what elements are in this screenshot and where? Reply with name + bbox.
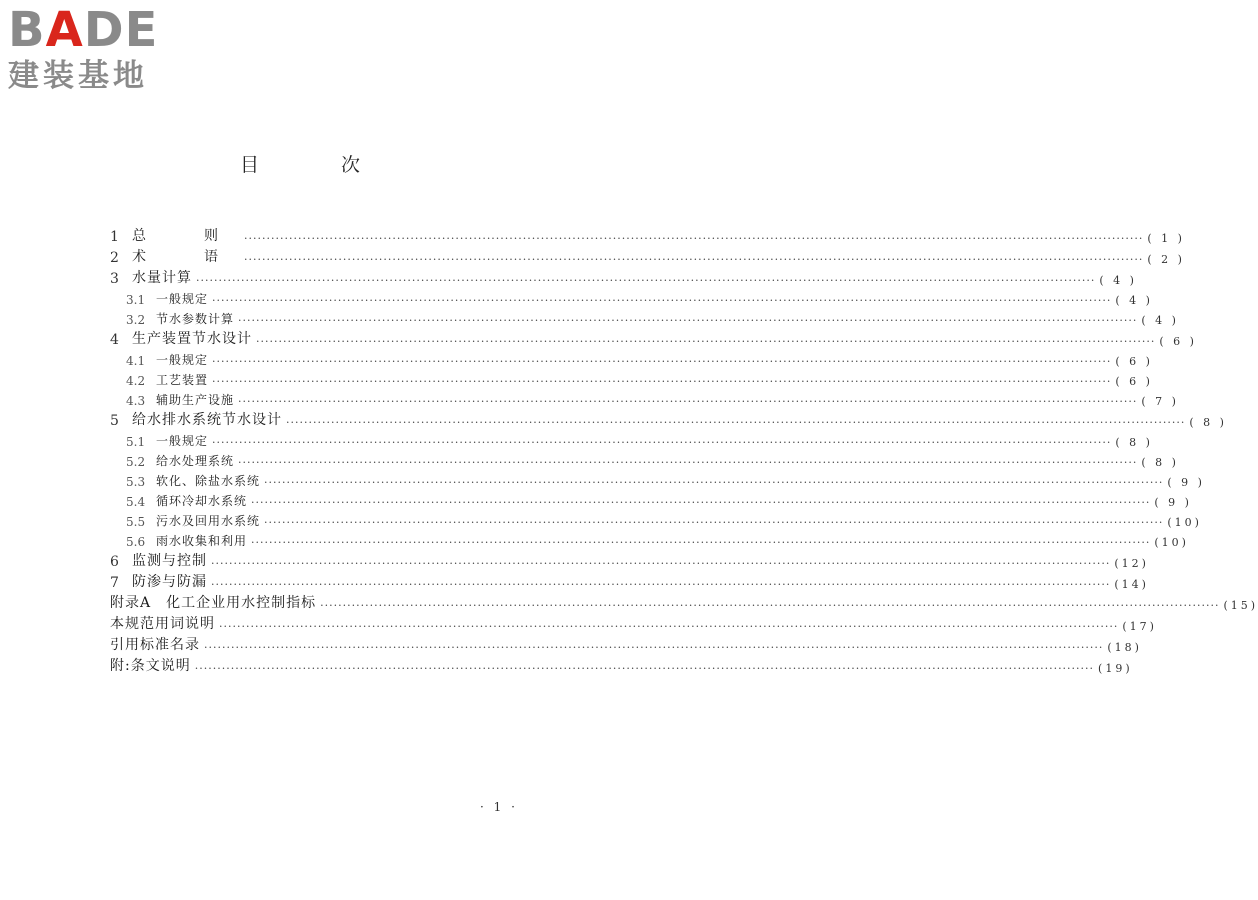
toc-entry[interactable] <box>110 348 1153 368</box>
toc-entry[interactable] <box>110 368 1153 388</box>
logo-letter-a: A <box>45 2 84 58</box>
toc-entry[interactable] <box>110 245 1185 266</box>
toc-entry[interactable] <box>110 266 1137 287</box>
toc-entry-title: 防渗与防漏 <box>132 574 207 590</box>
logo-letters-b: B <box>8 2 46 58</box>
toc-entry[interactable] <box>110 469 1205 489</box>
toc-entry-page: (18) <box>1107 641 1142 654</box>
toc-entry-title: 雨水收集和利用 <box>156 534 248 548</box>
page-title: 目 次 <box>239 154 399 176</box>
toc-entry-title: 一般规定 <box>156 434 209 448</box>
toc-entry[interactable] <box>110 449 1179 469</box>
toc-entry[interactable] <box>110 408 1227 429</box>
toc-entry-title: 附:条文说明 <box>110 658 191 674</box>
toc-entry-page: (10) <box>1167 516 1202 529</box>
toc-entry-page: ( 7 ) <box>1141 395 1179 408</box>
toc-entry-title: 循环冷却水系统 <box>156 494 248 508</box>
toc-entry-number: 5.3 <box>126 475 146 489</box>
toc-entry-page: ( 2 ) <box>1147 253 1185 266</box>
dot-leader: ········································································································································································································ <box>238 314 1138 327</box>
toc-entry-title: 辅助生产设施 <box>156 393 235 407</box>
toc-entry[interactable] <box>110 529 1189 549</box>
logo-wordmark <box>8 4 178 56</box>
toc-entry[interactable] <box>110 489 1192 509</box>
toc-entry[interactable] <box>110 654 1133 675</box>
toc-entry[interactable] <box>110 388 1179 408</box>
toc-entry-title: 生产装置节水设计 <box>132 331 252 347</box>
toc-entry-page: (12) <box>1114 557 1149 570</box>
dot-leader: ········································································································································································································ <box>320 599 1220 612</box>
dot-leader: ········································································································································································································ <box>264 516 1164 529</box>
toc-entry-title: 术 语 <box>132 249 240 265</box>
toc-entry-number: 3.2 <box>126 313 146 327</box>
toc-entry-page: (17) <box>1122 620 1157 633</box>
toc-entry[interactable] <box>110 224 1185 245</box>
toc-entry-title: 一般规定 <box>156 292 209 306</box>
dot-leader: ········································································································································································································ <box>212 355 1112 368</box>
toc-entry-title: 给水处理系统 <box>156 454 235 468</box>
logo-letters-de: DE <box>83 2 159 58</box>
dot-leader: ········································································································································································································ <box>238 395 1138 408</box>
toc-entry-page: ( 4 ) <box>1099 274 1137 287</box>
toc-entry-page: ( 8 ) <box>1115 436 1153 449</box>
toc-entry[interactable] <box>110 591 1258 612</box>
toc-entry-title: 水量计算 <box>132 270 192 286</box>
dot-leader: ········································································································································································································ <box>196 274 1096 287</box>
dot-leader: ········································································································································································································ <box>244 253 1144 266</box>
toc-entry-number: 4.2 <box>126 374 146 388</box>
toc-entry-number: 6 <box>110 554 119 570</box>
toc-entry-title: 监测与控制 <box>132 553 207 569</box>
toc-entry-number: 3 <box>110 271 119 287</box>
toc-entry[interactable] <box>110 570 1149 591</box>
dot-leader: ········································································································································································································ <box>286 416 1186 429</box>
toc-entry[interactable] <box>110 509 1202 529</box>
dot-leader: ········································································································································································································ <box>211 578 1111 591</box>
toc-entry-number: 3.1 <box>126 293 146 307</box>
toc-entry-title: 一般规定 <box>156 353 209 367</box>
dot-leader: ········································································································································································································ <box>194 662 1095 675</box>
toc-entry-title: 本规范用词说明 <box>110 616 215 632</box>
toc-entry-page: (14) <box>1114 578 1149 591</box>
toc-entry-number: 5.6 <box>126 535 146 549</box>
dot-leader: ········································································································································································································ <box>256 335 1156 348</box>
toc-entry-number: 5 <box>110 413 119 429</box>
toc-entry-page: ( 4 ) <box>1141 314 1179 327</box>
toc-entry-number: 2 <box>110 250 119 266</box>
toc-entry-page: ( 9 ) <box>1167 476 1205 489</box>
dot-leader: ········································································································································································································ <box>204 641 1104 654</box>
toc-entry-number: 5.2 <box>126 455 146 469</box>
dot-leader: ········································································································································································································ <box>212 375 1112 388</box>
toc-entry-number: 4.1 <box>126 354 146 368</box>
toc-entry-number: 4.3 <box>126 394 146 408</box>
toc-entry-number: 5.5 <box>126 515 146 529</box>
toc-entry-title: 总 则 <box>132 228 240 244</box>
dot-leader: ········································································································································································································ <box>212 294 1112 307</box>
dot-leader: ········································································································································································································ <box>251 536 1151 549</box>
toc-entry-page: ( 1 ) <box>1147 232 1185 245</box>
toc-entry-title: 工艺装置 <box>156 373 209 387</box>
toc-entry-page: ( 6 ) <box>1159 335 1197 348</box>
toc-entry-number: 5.1 <box>126 435 146 449</box>
toc-entry-page: (15) <box>1223 599 1258 612</box>
toc-entry-page: ( 6 ) <box>1115 375 1153 388</box>
toc-entry[interactable] <box>110 327 1197 348</box>
dot-leader: ········································································································································································································ <box>212 436 1112 449</box>
bade-logo <box>8 4 178 94</box>
toc-entry[interactable] <box>110 612 1157 633</box>
dot-leader: ········································································································································································································ <box>251 496 1151 509</box>
toc-entry-number: 7 <box>110 575 119 591</box>
toc-entry-number: 1 <box>110 229 119 245</box>
toc-entry-title: 污水及回用水系统 <box>156 514 261 528</box>
toc-entry[interactable] <box>110 429 1153 449</box>
logo-subtitle: 建装基地 <box>8 58 148 94</box>
toc-entry[interactable] <box>110 307 1179 327</box>
page-number: · 1 · <box>480 800 518 814</box>
toc-entry-page: (19) <box>1098 662 1133 675</box>
toc-entry[interactable] <box>110 633 1142 654</box>
toc-entry-page: ( 9 ) <box>1154 496 1192 509</box>
toc-entry-page: ( 6 ) <box>1115 355 1153 368</box>
dot-leader: ········································································································································································································ <box>238 456 1138 469</box>
toc-entry-page: ( 4 ) <box>1115 294 1153 307</box>
toc-entry-title: 软化、除盐水系统 <box>156 474 261 488</box>
toc-entry[interactable] <box>110 287 1153 307</box>
dot-leader: ········································································································································································································ <box>219 620 1119 633</box>
dot-leader: ········································································································································································································ <box>211 557 1111 570</box>
toc-entry-number: 4 <box>110 332 119 348</box>
toc-entry-page: ( 8 ) <box>1141 456 1179 469</box>
toc-entry-page: (10) <box>1154 536 1189 549</box>
dot-leader: ········································································································································································································ <box>264 476 1164 489</box>
toc-entry[interactable] <box>110 549 1149 570</box>
toc-entry-title: 附录A 化工企业用水控制指标 <box>110 595 317 611</box>
toc-entry-title: 节水参数计算 <box>156 312 235 326</box>
toc-entry-title: 引用标准名录 <box>110 637 200 653</box>
toc-entry-page: ( 8 ) <box>1189 416 1227 429</box>
table-of-contents <box>110 224 1258 675</box>
toc-entry-title: 给水排水系统节水设计 <box>132 412 282 428</box>
dot-leader: ········································································································································································································ <box>244 232 1144 245</box>
toc-entry-number: 5.4 <box>126 495 146 509</box>
